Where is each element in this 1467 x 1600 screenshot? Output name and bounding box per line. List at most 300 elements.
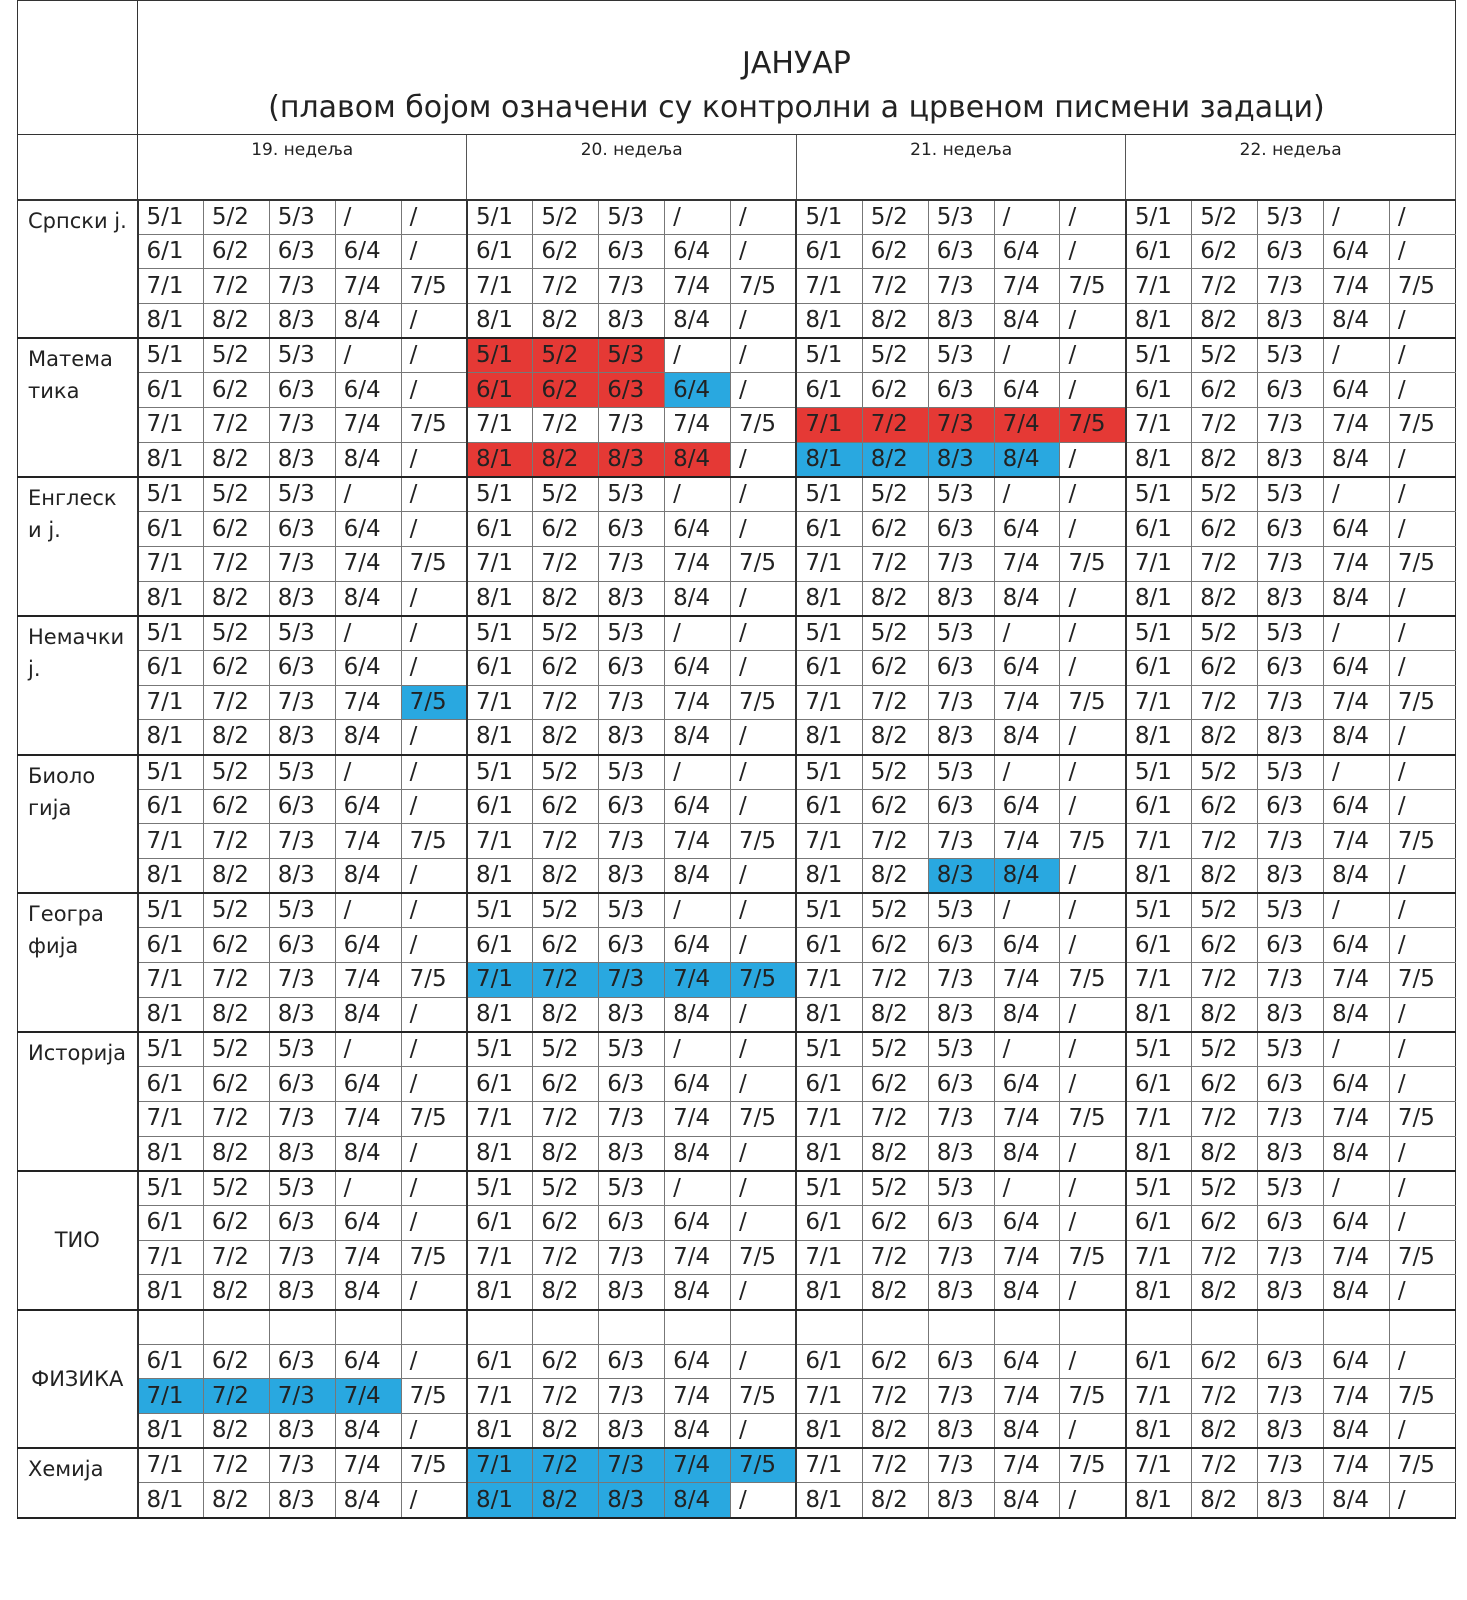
class-cell: 8/2 — [203, 1414, 269, 1449]
class-cell: / — [335, 338, 401, 373]
class-cell: 7/5 — [731, 685, 797, 720]
class-cell: 8/2 — [1192, 581, 1258, 616]
class-cell: / — [731, 200, 797, 235]
subject-row — [18, 1240, 1456, 1275]
class-cell: / — [994, 893, 1060, 928]
class-cell: 7/1 — [467, 1379, 533, 1414]
subject-name: Хемија — [18, 1448, 138, 1517]
class-cell: 8/4 — [665, 720, 731, 755]
class-cell: / — [1389, 1483, 1455, 1518]
class-cell: 7/1 — [138, 1448, 204, 1483]
corner-cell — [18, 1, 138, 135]
class-cell: 8/4 — [994, 1275, 1060, 1310]
class-cell: 5/2 — [1192, 338, 1258, 373]
class-cell: 8/1 — [796, 859, 862, 894]
class-cell: 6/3 — [599, 1344, 665, 1379]
class-cell: 7/5 — [401, 546, 467, 581]
class-cell: 8/2 — [1192, 997, 1258, 1032]
class-cell: / — [665, 1171, 731, 1206]
class-cell: 8/2 — [533, 442, 599, 477]
class-cell: 6/2 — [1192, 1205, 1258, 1240]
class-cell: 8/3 — [928, 581, 994, 616]
class-cell: 5/1 — [467, 755, 533, 790]
class-cell: 7/5 — [401, 408, 467, 443]
class-cell: 6/2 — [862, 789, 928, 824]
class-cell: 7/3 — [928, 1379, 994, 1414]
subject-name: Биоло гија — [18, 755, 138, 894]
class-cell: 6/2 — [1192, 1067, 1258, 1102]
class-cell: / — [401, 1032, 467, 1067]
class-cell: / — [1389, 1344, 1455, 1379]
class-cell: / — [731, 581, 797, 616]
class-cell: 6/3 — [1258, 234, 1324, 269]
class-cell: 7/5 — [1389, 408, 1455, 443]
class-cell: 7/1 — [796, 408, 862, 443]
class-cell: 5/1 — [796, 1171, 862, 1206]
class-cell: 8/1 — [1126, 720, 1192, 755]
class-cell: 6/4 — [1324, 1205, 1390, 1240]
week-header: 20. недеља — [467, 135, 796, 200]
class-cell: 7/2 — [1192, 408, 1258, 443]
class-cell: 8/1 — [1126, 1136, 1192, 1171]
class-cell: 8/3 — [599, 304, 665, 339]
class-cell: 8/3 — [269, 1483, 335, 1518]
class-cell: 8/2 — [533, 581, 599, 616]
class-cell: / — [731, 1344, 797, 1379]
class-cell: / — [1324, 616, 1390, 651]
class-cell: 7/5 — [731, 1240, 797, 1275]
class-cell: 8/3 — [1258, 581, 1324, 616]
class-cell: 7/5 — [1389, 546, 1455, 581]
class-cell: / — [1389, 1205, 1455, 1240]
class-cell: 6/1 — [467, 650, 533, 685]
class-cell: 6/2 — [862, 234, 928, 269]
class-cell: / — [1389, 893, 1455, 928]
class-cell: 6/2 — [1192, 928, 1258, 963]
class-cell: 8/3 — [928, 859, 994, 894]
class-cell: 7/2 — [533, 1379, 599, 1414]
class-cell: 5/2 — [862, 893, 928, 928]
class-cell: 7/4 — [335, 1448, 401, 1483]
class-cell: 8/1 — [467, 859, 533, 894]
class-cell: 7/4 — [1324, 1379, 1390, 1414]
class-cell: 6/4 — [1324, 512, 1390, 547]
class-cell: 7/3 — [599, 963, 665, 998]
class-cell: / — [1060, 581, 1126, 616]
class-cell: 6/4 — [335, 789, 401, 824]
class-cell: / — [1324, 1032, 1390, 1067]
class-cell: / — [1060, 338, 1126, 373]
class-cell — [599, 1310, 665, 1345]
class-cell: 6/1 — [1126, 1344, 1192, 1379]
class-cell: 7/2 — [1192, 1379, 1258, 1414]
class-cell: 5/1 — [1126, 616, 1192, 651]
class-cell: 7/3 — [1258, 546, 1324, 581]
class-cell: 7/3 — [599, 408, 665, 443]
class-cell: 7/2 — [533, 546, 599, 581]
class-cell: 8/4 — [665, 581, 731, 616]
class-cell — [203, 1310, 269, 1345]
class-cell: 5/3 — [1258, 755, 1324, 790]
class-cell: 6/3 — [269, 789, 335, 824]
class-cell: 7/3 — [599, 546, 665, 581]
class-cell: 6/3 — [599, 1205, 665, 1240]
class-cell: 6/1 — [796, 1344, 862, 1379]
subject-row — [18, 1448, 1456, 1483]
class-cell: 7/3 — [599, 1448, 665, 1483]
class-cell: 7/2 — [203, 685, 269, 720]
class-cell: 7/2 — [862, 408, 928, 443]
class-cell: 8/3 — [599, 581, 665, 616]
class-cell: 5/2 — [862, 755, 928, 790]
class-cell: 7/5 — [731, 963, 797, 998]
class-cell: 7/3 — [269, 824, 335, 859]
class-cell: 7/3 — [269, 1240, 335, 1275]
class-cell: / — [401, 200, 467, 235]
class-cell: / — [1060, 1032, 1126, 1067]
class-cell: / — [731, 859, 797, 894]
class-cell: 7/3 — [928, 546, 994, 581]
class-cell: / — [1060, 512, 1126, 547]
class-cell: 6/4 — [665, 373, 731, 408]
class-cell: 7/2 — [203, 963, 269, 998]
class-cell: 7/4 — [994, 1448, 1060, 1483]
class-cell: / — [401, 893, 467, 928]
class-cell: 6/2 — [533, 234, 599, 269]
class-cell: 5/2 — [533, 616, 599, 651]
class-cell: 7/5 — [401, 1379, 467, 1414]
class-cell: 6/3 — [928, 650, 994, 685]
class-cell: 6/4 — [994, 1067, 1060, 1102]
class-cell: 7/1 — [796, 1379, 862, 1414]
class-cell: / — [1389, 789, 1455, 824]
class-cell: 6/4 — [1324, 234, 1390, 269]
class-cell: / — [401, 1171, 467, 1206]
class-cell: / — [1060, 1067, 1126, 1102]
week-corner-cell — [18, 135, 138, 200]
class-cell: 6/3 — [1258, 373, 1324, 408]
class-cell: 6/2 — [203, 789, 269, 824]
class-cell: / — [401, 512, 467, 547]
class-cell: 8/1 — [138, 1275, 204, 1310]
class-cell: 8/1 — [467, 581, 533, 616]
class-cell: / — [401, 338, 467, 373]
class-cell: 8/2 — [203, 997, 269, 1032]
class-cell: 6/3 — [1258, 512, 1324, 547]
class-cell: 7/3 — [1258, 269, 1324, 304]
class-cell: / — [1060, 893, 1126, 928]
class-cell: 8/2 — [862, 1483, 928, 1518]
class-cell: 7/4 — [335, 824, 401, 859]
class-cell: 7/3 — [269, 963, 335, 998]
subject-row — [18, 963, 1456, 998]
class-cell: 7/5 — [401, 1240, 467, 1275]
class-cell: 6/4 — [335, 512, 401, 547]
class-cell: 7/2 — [862, 963, 928, 998]
class-cell: 5/3 — [599, 477, 665, 512]
class-cell: 8/4 — [335, 581, 401, 616]
class-cell: 7/5 — [401, 1101, 467, 1136]
class-cell: 7/1 — [467, 685, 533, 720]
class-cell: 8/2 — [1192, 859, 1258, 894]
class-cell: 5/3 — [599, 893, 665, 928]
class-cell: 6/4 — [665, 789, 731, 824]
class-cell: 8/4 — [1324, 859, 1390, 894]
class-cell: 6/2 — [862, 650, 928, 685]
class-cell: 7/3 — [928, 1240, 994, 1275]
class-cell: 8/4 — [665, 1414, 731, 1449]
class-cell: 7/3 — [599, 269, 665, 304]
class-cell: 8/1 — [138, 1483, 204, 1518]
class-cell: 5/2 — [533, 1171, 599, 1206]
class-cell: 5/1 — [796, 893, 862, 928]
class-cell: 6/2 — [533, 1205, 599, 1240]
class-cell: 5/3 — [269, 200, 335, 235]
class-cell: 8/3 — [599, 442, 665, 477]
class-cell: / — [1060, 1344, 1126, 1379]
class-cell: 8/3 — [1258, 720, 1324, 755]
class-cell: 5/2 — [533, 1032, 599, 1067]
subject-name: Матема тика — [18, 338, 138, 477]
subject-row — [18, 373, 1456, 408]
class-cell: / — [994, 338, 1060, 373]
class-cell: 5/1 — [138, 200, 204, 235]
class-cell: 7/4 — [1324, 1448, 1390, 1483]
class-cell: / — [731, 755, 797, 790]
week-header: 19. недеља — [138, 135, 467, 200]
subject-row — [18, 477, 1456, 512]
class-cell: 6/1 — [138, 512, 204, 547]
class-cell: 7/3 — [1258, 408, 1324, 443]
subject-row — [18, 928, 1456, 963]
class-cell: 7/1 — [796, 963, 862, 998]
class-cell: 6/4 — [994, 373, 1060, 408]
subject-row — [18, 893, 1456, 928]
class-cell: 6/1 — [1126, 789, 1192, 824]
class-cell: / — [401, 1483, 467, 1518]
class-cell: / — [731, 616, 797, 651]
subject-row — [18, 1032, 1456, 1067]
subject-row — [18, 616, 1456, 651]
class-cell: 7/3 — [1258, 963, 1324, 998]
subject-row — [18, 338, 1456, 373]
class-cell: 5/3 — [928, 200, 994, 235]
class-cell: 7/5 — [1389, 1101, 1455, 1136]
class-cell: / — [731, 1136, 797, 1171]
class-cell: 7/2 — [1192, 1240, 1258, 1275]
class-cell: 6/3 — [928, 1205, 994, 1240]
class-cell: 8/1 — [796, 304, 862, 339]
class-cell: 8/4 — [1324, 1275, 1390, 1310]
class-cell: 8/4 — [994, 442, 1060, 477]
subject-row — [18, 1067, 1456, 1102]
class-cell: / — [1060, 1205, 1126, 1240]
class-cell: 6/1 — [467, 1205, 533, 1240]
class-cell: 7/2 — [533, 1448, 599, 1483]
class-cell: 8/3 — [1258, 1136, 1324, 1171]
class-cell: 6/2 — [1192, 512, 1258, 547]
class-cell: 7/2 — [203, 1379, 269, 1414]
class-cell: 7/4 — [335, 1240, 401, 1275]
class-cell: 8/4 — [994, 997, 1060, 1032]
class-cell: 7/2 — [862, 1240, 928, 1275]
class-cell: 8/2 — [862, 304, 928, 339]
class-cell: 5/1 — [1126, 755, 1192, 790]
class-cell: 8/4 — [994, 304, 1060, 339]
class-cell: 7/2 — [1192, 1448, 1258, 1483]
class-cell: 8/3 — [599, 859, 665, 894]
class-cell: 7/5 — [1060, 963, 1126, 998]
class-cell: 7/4 — [665, 685, 731, 720]
class-cell: 6/4 — [665, 1067, 731, 1102]
class-cell: 7/2 — [533, 269, 599, 304]
subject-row — [18, 1275, 1456, 1310]
class-cell — [1324, 1310, 1390, 1345]
subject-name: Енглеск и ј. — [18, 477, 138, 616]
class-cell: 5/3 — [928, 338, 994, 373]
class-cell: / — [1060, 1414, 1126, 1449]
class-cell: 8/3 — [1258, 442, 1324, 477]
class-cell: 8/1 — [138, 581, 204, 616]
class-cell: 5/2 — [203, 616, 269, 651]
class-cell: 7/5 — [401, 269, 467, 304]
class-cell: 6/4 — [335, 234, 401, 269]
class-cell: 5/1 — [138, 1171, 204, 1206]
class-cell: 8/3 — [1258, 1275, 1324, 1310]
class-cell: 8/4 — [335, 442, 401, 477]
class-cell: 7/3 — [599, 685, 665, 720]
class-cell: 6/3 — [1258, 1067, 1324, 1102]
subject-row — [18, 720, 1456, 755]
class-cell: 8/1 — [467, 304, 533, 339]
class-cell: 8/4 — [335, 1483, 401, 1518]
class-cell: 5/3 — [928, 1032, 994, 1067]
class-cell: 8/1 — [467, 720, 533, 755]
class-cell — [665, 1310, 731, 1345]
class-cell: 7/1 — [138, 269, 204, 304]
class-cell: 5/1 — [138, 338, 204, 373]
class-cell: / — [731, 442, 797, 477]
class-cell: 7/4 — [1324, 824, 1390, 859]
class-cell: 6/1 — [796, 512, 862, 547]
class-cell: 6/1 — [467, 512, 533, 547]
class-cell: 7/4 — [1324, 1101, 1390, 1136]
class-cell: 6/1 — [138, 373, 204, 408]
class-cell: 7/4 — [665, 1379, 731, 1414]
class-cell: 6/4 — [335, 373, 401, 408]
class-cell: 6/2 — [1192, 650, 1258, 685]
class-cell: 6/3 — [928, 928, 994, 963]
class-cell: 6/4 — [335, 650, 401, 685]
class-cell: / — [1324, 200, 1390, 235]
class-cell: 6/2 — [862, 512, 928, 547]
class-cell: / — [401, 928, 467, 963]
subject-row — [18, 650, 1456, 685]
class-cell: 7/4 — [994, 408, 1060, 443]
class-cell: / — [401, 581, 467, 616]
class-cell: 7/1 — [138, 1379, 204, 1414]
class-cell: 7/2 — [862, 824, 928, 859]
class-cell: 6/4 — [994, 1344, 1060, 1379]
class-cell: / — [731, 1483, 797, 1518]
class-cell: 7/4 — [994, 1240, 1060, 1275]
subject-row — [18, 512, 1456, 547]
class-cell: 6/1 — [467, 1067, 533, 1102]
class-cell: 5/3 — [269, 477, 335, 512]
class-cell: / — [731, 1171, 797, 1206]
class-cell: 8/1 — [138, 720, 204, 755]
class-cell: 8/3 — [928, 1414, 994, 1449]
class-cell: 6/3 — [269, 373, 335, 408]
class-cell: 5/2 — [203, 477, 269, 512]
class-cell: 5/1 — [467, 1171, 533, 1206]
class-cell: 8/2 — [533, 720, 599, 755]
class-cell — [796, 1310, 862, 1345]
class-cell: / — [401, 1344, 467, 1379]
class-cell: 7/4 — [994, 1101, 1060, 1136]
class-cell: 7/4 — [335, 963, 401, 998]
class-cell: / — [1060, 616, 1126, 651]
subject-row — [18, 789, 1456, 824]
subject-name: Немачки ј. — [18, 616, 138, 755]
class-cell: 7/4 — [335, 685, 401, 720]
class-cell: 7/4 — [1324, 963, 1390, 998]
class-cell: / — [665, 477, 731, 512]
class-cell: 8/3 — [928, 1136, 994, 1171]
class-cell: / — [1060, 755, 1126, 790]
class-cell: 5/3 — [928, 1171, 994, 1206]
class-cell: 5/2 — [862, 1171, 928, 1206]
class-cell: / — [1060, 234, 1126, 269]
class-cell: 8/4 — [1324, 1136, 1390, 1171]
class-cell: 5/2 — [203, 338, 269, 373]
class-cell: 8/1 — [796, 1414, 862, 1449]
class-cell: 5/1 — [467, 477, 533, 512]
class-cell: 8/3 — [1258, 304, 1324, 339]
class-cell — [269, 1310, 335, 1345]
subject-row — [18, 234, 1456, 269]
class-cell: / — [401, 304, 467, 339]
class-cell: / — [1389, 373, 1455, 408]
class-cell: 7/1 — [138, 963, 204, 998]
class-cell: 8/2 — [533, 997, 599, 1032]
class-cell: 8/2 — [1192, 1136, 1258, 1171]
class-cell: 8/2 — [203, 859, 269, 894]
subject-row — [18, 442, 1456, 477]
class-cell: 6/3 — [1258, 650, 1324, 685]
class-cell: / — [335, 1032, 401, 1067]
class-cell: 8/4 — [994, 1483, 1060, 1518]
class-cell: 6/1 — [796, 928, 862, 963]
class-cell: 7/4 — [665, 408, 731, 443]
class-cell — [1258, 1310, 1324, 1345]
class-cell: / — [1060, 720, 1126, 755]
subject-row — [18, 1171, 1456, 1206]
class-cell: 6/4 — [335, 928, 401, 963]
class-cell: 6/3 — [269, 928, 335, 963]
class-cell: 5/3 — [1258, 893, 1324, 928]
class-cell: 7/1 — [138, 546, 204, 581]
class-cell: 8/1 — [1126, 1275, 1192, 1310]
class-cell: 8/3 — [928, 997, 994, 1032]
class-cell: 6/3 — [269, 650, 335, 685]
subject-row — [18, 269, 1456, 304]
subject-name: ФИЗИКА — [18, 1310, 138, 1449]
class-cell: 8/3 — [269, 581, 335, 616]
class-cell: / — [335, 616, 401, 651]
class-cell: 8/3 — [599, 997, 665, 1032]
class-cell: 8/4 — [1324, 1414, 1390, 1449]
